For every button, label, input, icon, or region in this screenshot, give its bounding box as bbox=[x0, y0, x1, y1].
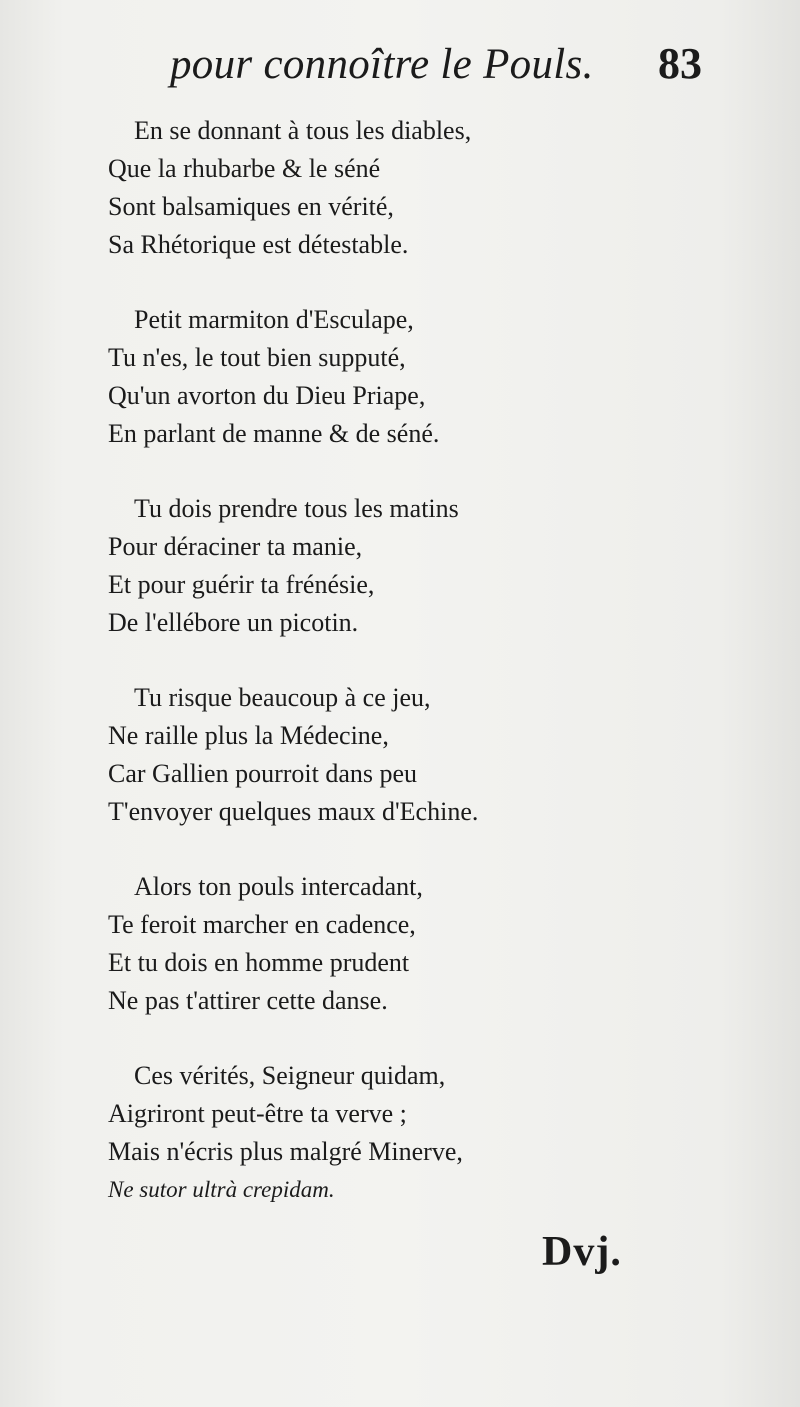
verse-line: De l'ellébore un picotin. bbox=[108, 608, 359, 637]
signature-mark: Dvj. bbox=[542, 1229, 622, 1275]
running-title: pour connoître le Pouls. bbox=[170, 41, 594, 88]
verse-line: Et pour guérir ta frénésie, bbox=[108, 570, 375, 599]
verse-line: Sa Rhétorique est détestable. bbox=[108, 230, 409, 259]
stanza bbox=[108, 490, 578, 642]
verse-line: Te feroit marcher en cadence, bbox=[108, 910, 416, 939]
stanza bbox=[108, 1057, 578, 1209]
poem bbox=[108, 112, 578, 1246]
stanza bbox=[108, 301, 578, 453]
verse-line: En se donnant à tous les diables, bbox=[134, 116, 472, 145]
verse-line: Que la rhubarbe & le séné bbox=[108, 154, 381, 183]
verse-line: Ne pas t'attirer cette danse. bbox=[108, 986, 388, 1015]
verse-line: Tu n'es, le tout bien supputé, bbox=[108, 343, 406, 372]
verse-line-latin: Ne sutor ultrà crepidam. bbox=[108, 1177, 335, 1202]
verse-line: Tu dois prendre tous les matins bbox=[134, 494, 459, 523]
verse-line: Et tu dois en homme prudent bbox=[108, 948, 410, 977]
verse-line: Aigriront peut-être ta verve ; bbox=[108, 1099, 407, 1128]
verse-line: Petit marmiton d'Esculape, bbox=[134, 305, 414, 334]
stanza bbox=[108, 679, 578, 831]
verse-line: Tu risque beaucoup à ce jeu, bbox=[134, 683, 431, 712]
verse-line: En parlant de manne & de séné. bbox=[108, 419, 440, 448]
verse-line: Alors ton pouls intercadant, bbox=[134, 872, 423, 901]
verse-line: Mais n'écris plus malgré Minerve, bbox=[108, 1137, 463, 1166]
verse-line: Sont balsamiques en vérité, bbox=[108, 192, 394, 221]
verse-line: Ces vérités, Seigneur quidam, bbox=[134, 1061, 446, 1090]
page-header bbox=[170, 40, 710, 102]
verse-line: Qu'un avorton du Dieu Priape, bbox=[108, 381, 426, 410]
verse-line: Pour déraciner ta manie, bbox=[108, 532, 363, 561]
verse-line: T'envoyer quelques maux d'Echine. bbox=[108, 797, 479, 826]
stanza bbox=[108, 112, 578, 264]
stanza bbox=[108, 868, 578, 1020]
verse-line: Ne raille plus la Médecine, bbox=[108, 721, 389, 750]
page-number: 83 bbox=[658, 39, 702, 88]
verse-line: Car Gallien pourroit dans peu bbox=[108, 759, 418, 788]
